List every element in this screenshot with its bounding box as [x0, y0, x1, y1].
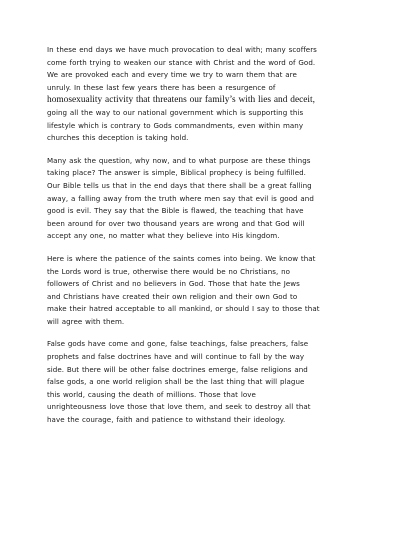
- text-line: Many ask the question, why now, and to what purpose are these things: [47, 155, 311, 165]
- text-line: come forth trying to weaken our stance with Christ and the word of God.: [47, 57, 316, 67]
- text-line: accept any one, no matter what they believe into His kingdom.: [47, 231, 280, 241]
- text-line-emphasized: homosexuality activity that threatens our family’s with lies and deceit,: [47, 95, 315, 106]
- text-line: churches this deception is taking hold.: [47, 133, 189, 143]
- text-line: good is evil. They say that the Bible is flawed, the teaching that have: [47, 206, 304, 216]
- document-body: [47, 44, 373, 437]
- text-line: been around for over two thousand years are wrong and that God will: [47, 218, 305, 228]
- text-line: the Lords word is true, otherwise there would be no Christians, no: [47, 266, 291, 276]
- text-line: will agree with them.: [47, 316, 125, 326]
- text-line: False gods have come and gone, false teachings, false preachers, false: [47, 339, 309, 349]
- text-line: side. But there will be other false doctrines emerge, false religions and: [47, 364, 308, 374]
- paragraph-1: [47, 44, 373, 145]
- paragraph-4: [47, 338, 373, 426]
- text-line: We are provoked each and every time we try to warn them that are: [47, 70, 297, 80]
- text-line: unrighteousness love those that love them, and seek to destroy all that: [47, 402, 311, 412]
- text-line: prophets and false doctrines have and will continue to fall by the way: [47, 352, 305, 362]
- text-line: taking place? The answer is simple, Biblical prophecy is being fulfilled.: [47, 168, 306, 178]
- text-line: Our Bible tells us that in the end days that there shall be a great falling: [47, 180, 312, 190]
- text-line: going all the way to our national government which is supporting this: [47, 107, 304, 117]
- text-line: lifestyle which is contrary to Gods commandments, even within many: [47, 120, 304, 130]
- text-line: away, a falling away from the truth where men say that evil is good and: [47, 193, 314, 203]
- text-line: false gods, a one world religion shall be the last thing that will plague: [47, 377, 305, 387]
- text-line: have the courage, faith and patience to withstand their ideology.: [47, 415, 286, 425]
- text-line: this world, causing the death of millions. Those that love: [47, 389, 256, 399]
- text-line: and Christians have created their own religion and their own God to: [47, 291, 298, 301]
- paragraph-2: [47, 155, 373, 243]
- text-line: make their hatred acceptable to all mankind, or should I say to those that: [47, 304, 320, 314]
- text-line: In these end days we have much provocation to deal with; many scoffers: [47, 45, 317, 54]
- paragraph-3: [47, 253, 373, 329]
- text-line: followers of Christ and no believers in God. Those that hate the Jews: [47, 279, 300, 289]
- text-line: unruly. In these last few years there has been a resurgence of: [47, 82, 276, 92]
- text-line: Here is where the patience of the saints comes into being. We know that: [47, 253, 316, 263]
